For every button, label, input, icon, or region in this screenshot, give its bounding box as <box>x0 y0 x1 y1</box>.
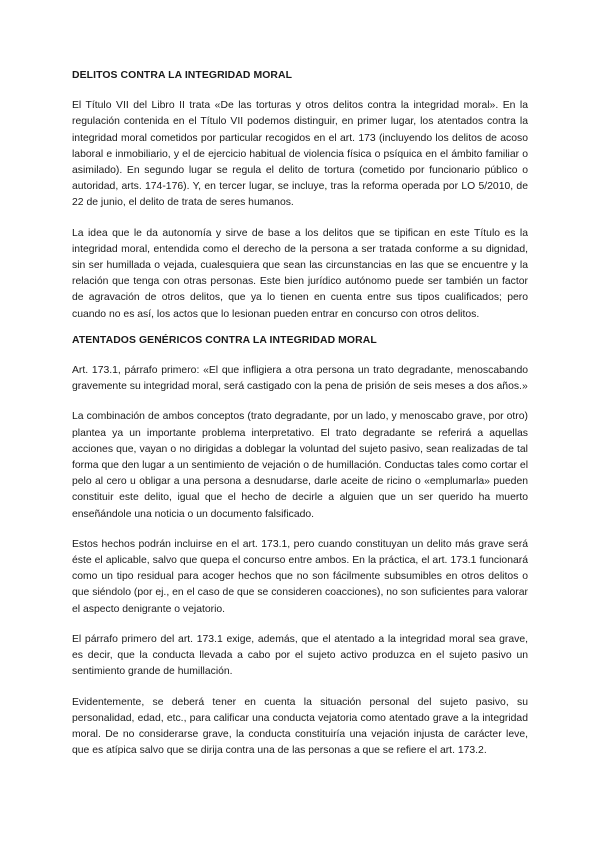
paragraph-intro: El Título VII del Libro II trata «De las torturas y otros delitos contra la integridad moral». En la regulación contenida en el Título VII podemos distinguir, en primer lugar, los atentados contra la integridad moral cometidos por particular recogidos en el art. 173 (incluyendo los delitos de acoso laboral e inmobiliario, y el de ejercicio habitual de violencia física o psíquica en el ámbito familiar o asimilado). En segundo lugar se regula el delito de tortura (cometido por funcionario público o autoridad, arts. 174-176). Y, en tercer lugar, se incluye, tras la reforma operada por LO 5/2010, de 22 de junio, el delito de trata de seres humanos. <box>72 100 528 209</box>
paragraph-bien-juridico: La idea que le da autonomía y sirve de base a los delitos que se tipifican en este Título es la integridad moral, entendida como el derecho de la persona a ser tratada conforme a su dignidad, sin ser humillada o vejada, cualesquiera que sean las circunstancias en las que se encuentre y la relación que tenga con otras personas. Este bien jurídico autónomo puede ser también un factor de agravación de otros delitos, que ya lo tienen en cuenta entre sus tipos cualificados; pero cuando no es así, los actos que lo lesionan pueden entrar en concurso con otros delitos. <box>72 227 528 320</box>
paragraph-hechos: Estos hechos podrán incluirse en el art. 173.1, pero cuando constituyan un delito más grave será éste el aplicable, salvo que quepa el concurso entre ambos. En la práctica, el art. 173.1 funcionará como un tipo residual para acoger hechos que no son fácilmente subsumibles en otros delitos o que siéndolo (por ej., en el caso de que se consideren coacciones), no son suficientes para valorar el aspecto denigrante o vejatorio. <box>72 538 528 615</box>
section-heading-delitos: DELITOS CONTRA LA INTEGRIDAD MORAL <box>72 70 293 81</box>
paragraph-art-173-1: Art. 173.1, párrafo primero: «El que infligiera a otra persona un trato degradante, menoscabando gravemente su integridad moral, será castigado con la pena de prisión de seis meses a dos años.» <box>72 365 528 393</box>
paragraph-combinacion: La combinación de ambos conceptos (trato degradante, por un lado, y menoscabo grave, por otro) plantea ya un importante problema interpretativo. El trato degradante se referirá a aquellas acciones que, vayan o no dirigidas a doblegar la voluntad del sujeto pasivo, sean realizadas de tal forma que den lugar a un sentimiento de vejación o de humillación. Conductas tales como cortar el pelo al cero u obligar a una persona a desnudarse, darle aceite de ricino o «emplumarla» pueden constituir este delito, igual que el hecho de decirle a alguien que un ser querido ha muerto enseñándole una noticia o un documento falsificado. <box>72 411 528 520</box>
paragraph-evidentemente: Evidentemente, se deberá tener en cuenta la situación personal del sujeto pasivo, su personalidad, edad, etc., para calificar una conducta vejatoria como atentado grave a la integridad moral. De no considerarse grave, la conducta constituiría una vejación injusta de carácter leve, que es atípica salvo que se dirija contra una de las personas a que se refiere el art. 173.2. <box>72 696 528 757</box>
document-page <box>72 68 528 773</box>
section-heading-atentados: ATENTADOS GENÉRICOS CONTRA LA INTEGRIDAD MORAL <box>72 334 377 346</box>
paragraph-parrafo-primero: El párrafo primero del art. 173.1 exige, además, que el atentado a la integridad moral sea grave, es decir, que la conducta llevada a cabo por el sujeto activo produzca en el sujeto pasivo un sentimiento grande de humillación. <box>72 633 528 678</box>
